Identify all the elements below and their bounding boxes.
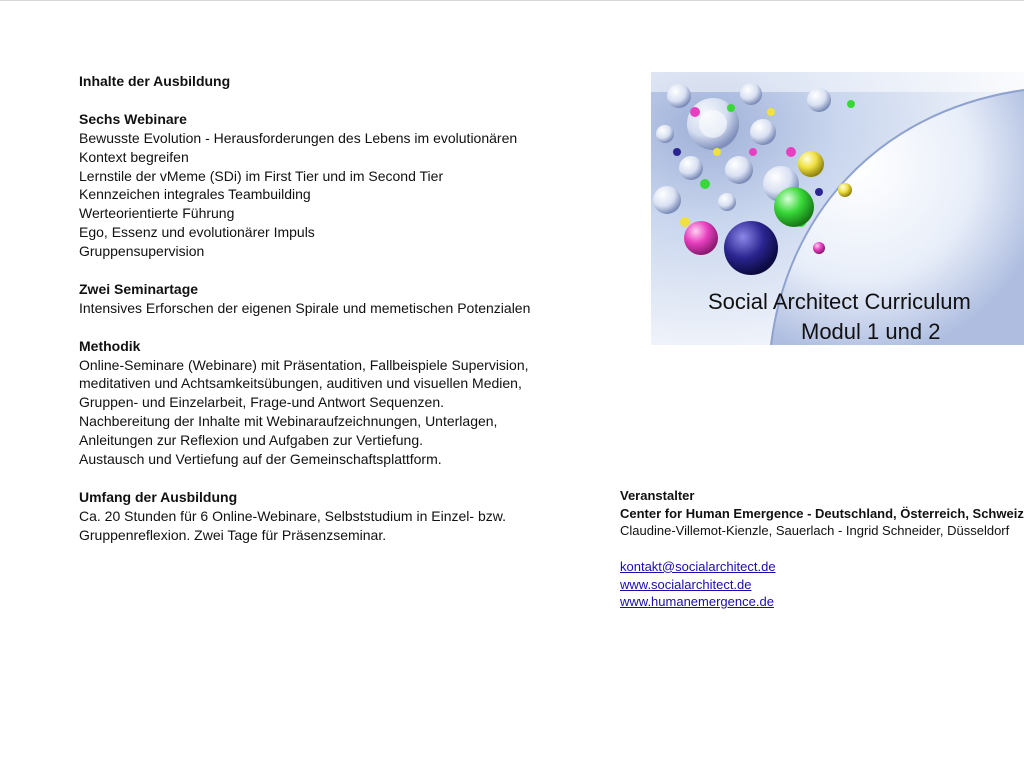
webinar-item: Lernstile der vMeme (SDi) im First Tier und im Second Tier [79,167,444,184]
email-link[interactable]: kontakt@socialarchitect.de [620,558,776,574]
hero-title-line1: Social Architect Curriculum [708,289,971,314]
webinar-item: Gruppensupervision [79,243,205,260]
webinar-item: Kennzeichen integrales Teambuilding [79,186,311,203]
top-border [0,0,1024,1]
method-line: Nachbereitung der Inhalte mit Webinaraufzeichnungen, Unterlagen, [79,413,498,430]
scope-line: Gruppenreflexion. Zwei Tage für Präsenzseminar. [79,526,387,543]
webinar-item: Werteorientierte Führung [79,205,235,222]
method-heading: Methodik [79,337,141,354]
organizer-people: Claudine-Villemot-Kienzle, Sauerlach - Ingrid Schneider, Düsseldorf [620,523,1010,539]
organizer-name: Center for Human Emergence - Deutschland, Österreich, Schweiz [620,505,1024,521]
hero-title [708,287,1008,347]
website-link-socialarchitect[interactable]: www.socialarchitect.de [620,576,752,592]
section-title: Inhalte der Ausbildung [79,73,231,89]
course-content-section [79,72,549,545]
webinar-item: Ego, Essenz und evolutionärer Impuls [79,224,315,241]
method-line: Anleitungen zur Reflexion und Aufgaben zur Vertiefung. [79,432,424,449]
method-line: Austausch und Vertiefung auf der Gemeinschaftsplattform. [79,451,442,468]
webinar-item: Bewusste Evolution - Herausforderungen des Lebens im evolutionären [79,129,518,146]
organizer-section [620,487,1024,611]
webinar-item: Kontext begreifen [79,148,189,165]
method-line: meditativen und Achtsamkeitsübungen, auditiven und visuellen Medien, [79,375,522,392]
webinars-heading: Sechs Webinare [79,110,187,127]
hero-title-line2: Modul 1 und 2 [801,319,941,344]
scope-line: Ca. 20 Stunden für 6 Online-Webinare, Selbststudium in Einzel- bzw. [79,507,506,524]
seminar-heading: Zwei Seminartage [79,280,199,297]
scope-heading: Umfang der Ausbildung [79,488,238,505]
organizer-label: Veranstalter [620,488,695,503]
seminar-text: Intensives Erforschen der eigenen Spirale und memetischen Potenzialen [79,299,531,316]
method-line: Gruppen- und Einzelarbeit, Frage-und Antwort Sequenzen. [79,394,445,411]
method-line: Online-Seminare (Webinare) mit Präsentation, Fallbeispiele Supervision, [79,356,529,373]
website-link-humanemergence[interactable]: www.humanemergence.de [620,594,774,610]
